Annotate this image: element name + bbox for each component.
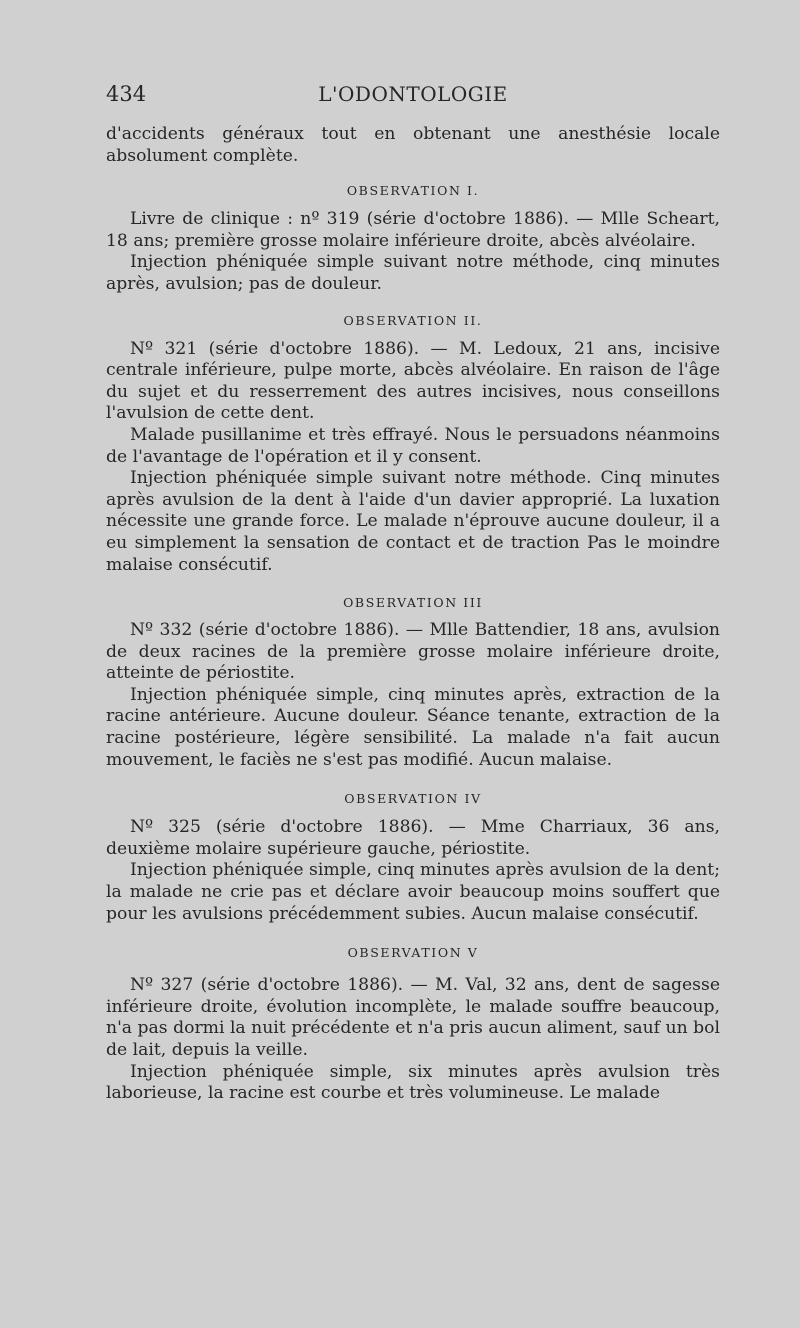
observation-paragraph: Injection phéniquée simple, cinq minutes après avulsion de la dent; la malade ne crie pas et déclare avoir beaucoup moins souffert que pour les avulsions précédemment subies. Aucun malaise consécutif.	[106, 860, 720, 924]
observation-paragraph: Nº 325 (série d'octobre 1886). — Mme Charriaux, 36 ans, deuxième molaire supérieure gauche, périostite.	[106, 817, 720, 859]
observation-paragraph: Injection phéniquée simple suivant notre méthode, cinq minutes après, avulsion; pas de douleur.	[106, 252, 720, 294]
observation-heading: OBSERVATION V	[347, 945, 479, 961]
observation-heading: OBSERVATION II.	[343, 312, 483, 328]
page-header	[106, 82, 720, 110]
observation-paragraph: Nº 321 (série d'octobre 1886). — M. Ledoux, 21 ans, incisive centrale inférieure, pulpe morte, abcès alvéolaire. En raison de l'âge du sujet et du resserrement des autres incisives, nous conseillons l'avulsion de cette dent.	[106, 338, 720, 424]
observation-paragraph: Injection phéniquée simple, six minutes après avulsion très laborieuse, la racine est courbe et très volumineuse. Le malade	[106, 1061, 720, 1104]
observation-heading: OBSERVATION I.	[346, 183, 480, 199]
observation-paragraph: Injection phéniquée simple suivant notre méthode. Cinq minutes après avulsion de la dent à l'aide d'un davier approprié. La luxation nécessite une grande force. Le malade n'éprouve aucune douleur, il a eu simplement la sensation de contact et de traction Pas le moindre malaise consécutif.	[106, 468, 720, 575]
observation-paragraph: Nº 332 (série d'octobre 1886). — Mlle Battendier, 18 ans, avulsion de deux racines de la première grosse molaire inférieure droite, atteinte de périostite.	[106, 620, 720, 684]
observation-paragraph: Malade pusillanime et très effrayé. Nous le persuadons néanmoins de l'avantage de l'opération et il y consent.	[106, 424, 720, 467]
observation-heading: OBSERVATION III	[343, 595, 483, 611]
observation-heading: OBSERVATION IV	[344, 791, 482, 807]
observation-paragraph: Injection phéniquée simple, cinq minutes après, extraction de la racine antérieure. Aucune douleur. Séance tenante, extraction de la racine postérieure, légère sensibilité. La malade n'a fait aucun mouvement, le faciès ne s'est pas modifié. Aucun malaise.	[106, 684, 720, 770]
running-title: L'ODONTOLOGIE	[318, 82, 508, 106]
text-body	[106, 124, 720, 1105]
observation-paragraph: Livre de clinique : nº 319 (série d'octobre 1886). — Mlle Scheart, 18 ans; première grosse molaire inférieure droite, abcès alvéolaire.	[106, 209, 720, 251]
intro-paragraph: d'accidents généraux tout en obtenant une anesthésie locale absolument complète.	[106, 124, 720, 166]
page-number: 434	[106, 82, 147, 106]
observation-paragraph: Nº 327 (série d'octobre 1886). — M. Val, 32 ans, dent de sagesse inférieure droite, évolution incomplète, le malade souffre beaucoup, n'a pas dormi la nuit précédente et n'a pris aucun aliment, sauf un bol de lait, depuis la veille.	[106, 975, 720, 1060]
